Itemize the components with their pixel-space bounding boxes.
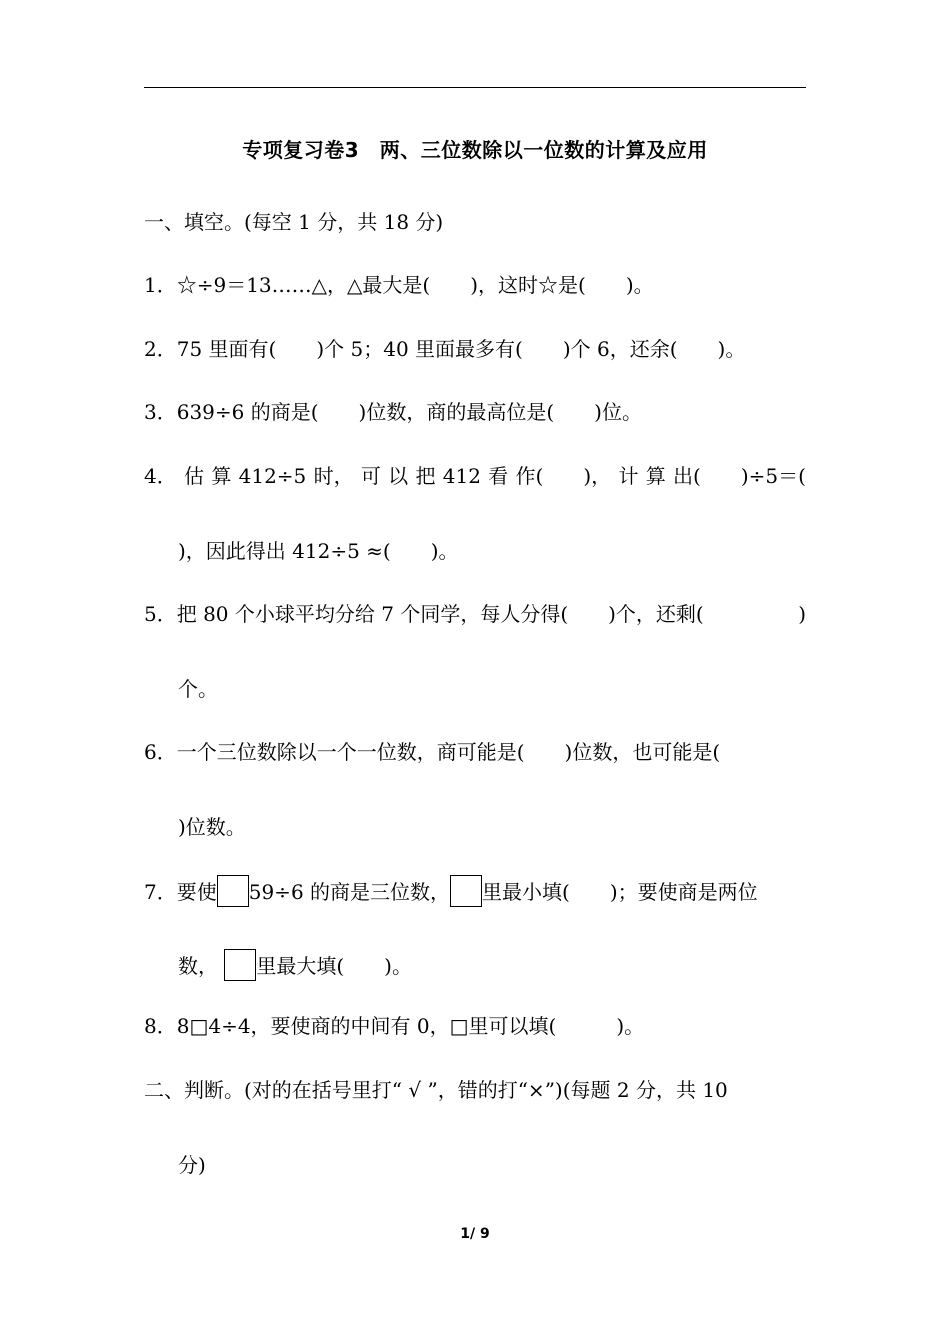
q4-part: 可 <box>360 464 381 488</box>
q4-part: 4． <box>144 464 177 488</box>
q5-text: 5．把 80 个小球平均分给 7 个同学，每人分得( )个，还剩( <box>144 602 704 626</box>
q4-part: 以 <box>388 464 409 488</box>
question-7 <box>144 875 806 907</box>
answer-box[interactable] <box>450 875 482 907</box>
question-6: 6．一个三位数除以一个一位数，商可能是( )位数，也可能是( <box>144 740 721 764</box>
section-2-heading-continued: 分) <box>178 1153 206 1177</box>
q4-part: 算 <box>211 464 232 488</box>
section-1-heading: 一、填空。(每空 1 分，共 18 分) <box>144 210 444 234</box>
q5-close-paren: ) <box>798 602 806 626</box>
page-number: 1/ 9 <box>460 1226 490 1242</box>
question-1: 1．☆÷9＝13……△，△最大是( )，这时☆是( )。 <box>144 273 654 297</box>
question-6-continued: )位数。 <box>178 815 246 839</box>
question-5-continued: 个。 <box>178 677 218 701</box>
q7-suffix: 里最小填( )；要使商是两位 <box>482 880 758 904</box>
q4-part: 时， <box>313 464 354 488</box>
q4-part: 看 <box>488 464 509 488</box>
q4-part: 算 <box>645 464 666 488</box>
header-rule <box>144 87 806 88</box>
q4-part: 作( )， <box>515 464 612 488</box>
q4-part: 把 <box>415 464 436 488</box>
q7-line2-prefix: 数， <box>178 954 218 978</box>
question-3: 3．639÷6 的商是( )位数，商的最高位是( )位。 <box>144 400 642 424</box>
q4-part: 估 <box>184 464 205 488</box>
question-2: 2．75 里面有( )个 5；40 里面最多有( )个 6，还余( )。 <box>144 337 746 361</box>
q4-part: 412 <box>442 464 481 488</box>
question-4-continued: )，因此得出 412÷5 ≈( )。 <box>178 539 459 563</box>
question-4 <box>144 462 806 490</box>
section-2-heading: 二、判断。(对的在括号里打“ √ ”，错的打“×”)(每题 2 分，共 10 <box>144 1078 728 1102</box>
answer-box[interactable] <box>217 875 249 907</box>
q4-part: 412÷5 <box>238 464 307 488</box>
question-8: 8．8□4÷4，要使商的中间有 0，□里可以填( )。 <box>144 1014 645 1038</box>
q7-mid: 59÷6 的商是三位数， <box>248 880 451 904</box>
answer-box[interactable] <box>224 949 256 981</box>
q4-part: 出( )÷5＝( <box>673 464 806 488</box>
page-title: 专项复习卷3 两、三位数除以一位数的计算及应用 <box>242 138 708 162</box>
q7-line2-suffix: 里最大填( )。 <box>256 954 412 978</box>
q4-part: 计 <box>618 464 639 488</box>
question-5 <box>144 600 806 628</box>
q7-prefix: 7．要使 <box>144 880 217 904</box>
question-7-continued <box>178 949 806 981</box>
